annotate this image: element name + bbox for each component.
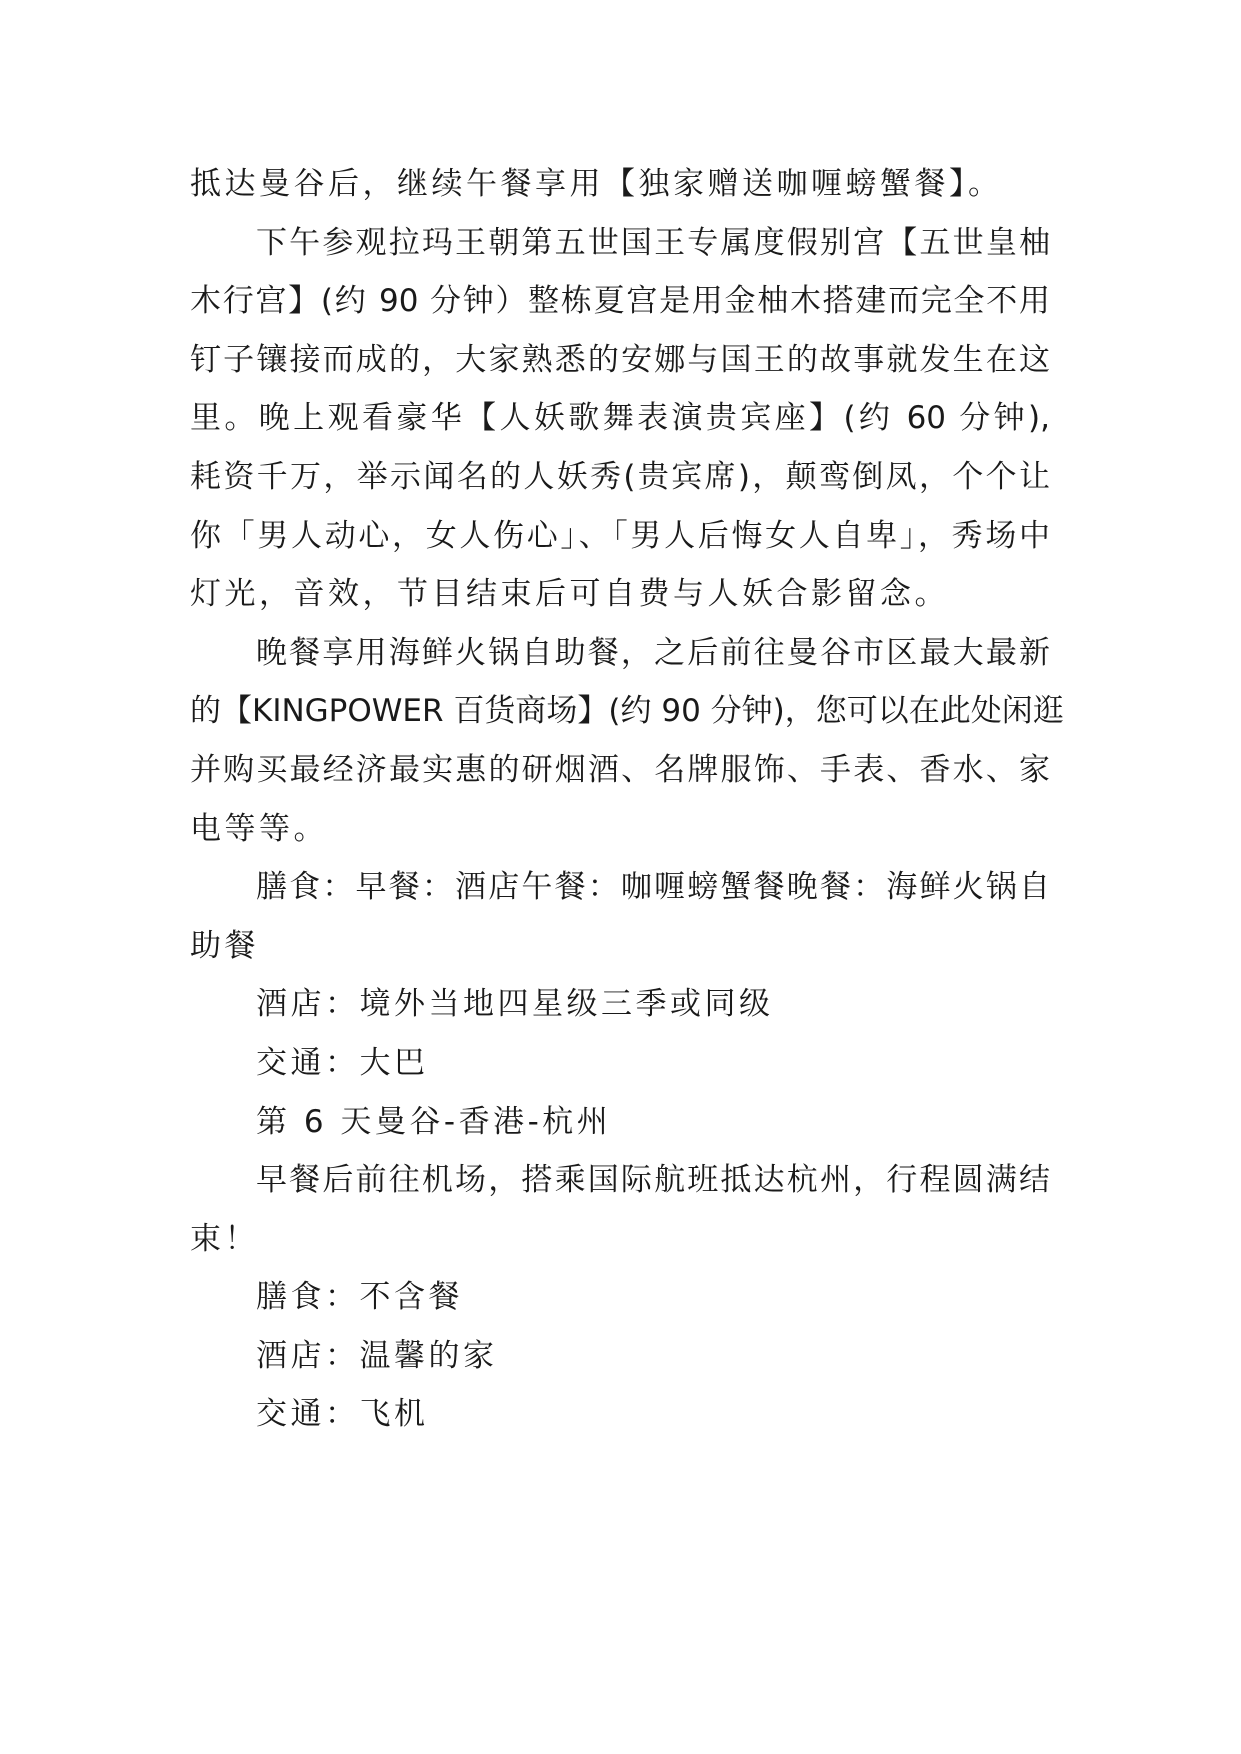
paragraph-line: 灯光，音效，节目结束后可自费与人妖合影留念。 (190, 576, 949, 613)
paragraph-line: 早餐后前往机场，搭乘国际航班抵达杭州，行程圆满结 (256, 1162, 1050, 1199)
paragraph-line: 并购买最经济最实惠的研烟酒、名牌服饰、手表、香水、家 (190, 751, 1050, 788)
meals-line: 膳食：早餐：酒店午餐：咖喱螃蟹餐晚餐：海鲜火锅自 (256, 869, 1050, 906)
paragraph-line: 木行宫】(约 90 分钟）整栋夏宫是用金柚木搭建而完全不用 (190, 283, 1050, 320)
day-heading: 第 6 天曼谷-香港-杭州 (256, 1103, 612, 1140)
document-body (190, 155, 1064, 1444)
paragraph-line: 的【KINGPOWER 百货商场】(约 90 分钟)，您可以在此处闲逛 (190, 693, 1064, 730)
paragraph-line: 电等等。 (190, 810, 328, 847)
paragraph-line: 耗资千万，举示闻名的人妖秀(贵宾席)，颠鸾倒凤，个个让 (190, 458, 1050, 495)
meals-line: 助餐 (190, 927, 259, 964)
paragraph-line: 束！ (190, 1220, 259, 1257)
hotel-line: 酒店：境外当地四星级三季或同级 (256, 986, 774, 1023)
paragraph-line: 里。晚上观看豪华【人妖歌舞表演贵宾座】(约 60 分钟), (190, 400, 1050, 437)
hotel-line: 酒店：温馨的家 (256, 1337, 498, 1374)
paragraph-line: 你「男人动心，女人伤心」、「男人后悔女人自卑」，秀场中 (190, 517, 1050, 554)
paragraph-line: 晚餐享用海鲜火锅自助餐，之后前往曼谷市区最大最新 (256, 634, 1050, 671)
paragraph-line: 抵达曼谷后，继续午餐享用【独家赠送咖喱螃蟹餐】。 (190, 166, 1003, 202)
paragraph-line: 下午参观拉玛王朝第五世国王专属度假别宫【五世皇柚 (256, 224, 1050, 261)
meals-line: 膳食：不含餐 (256, 1279, 463, 1316)
paragraph-line: 钉子镶接而成的，大家熟悉的安娜与国王的故事就发生在这 (190, 341, 1050, 378)
transport-line: 交通：大巴 (256, 1044, 429, 1081)
transport-line: 交通：飞机 (256, 1396, 429, 1433)
